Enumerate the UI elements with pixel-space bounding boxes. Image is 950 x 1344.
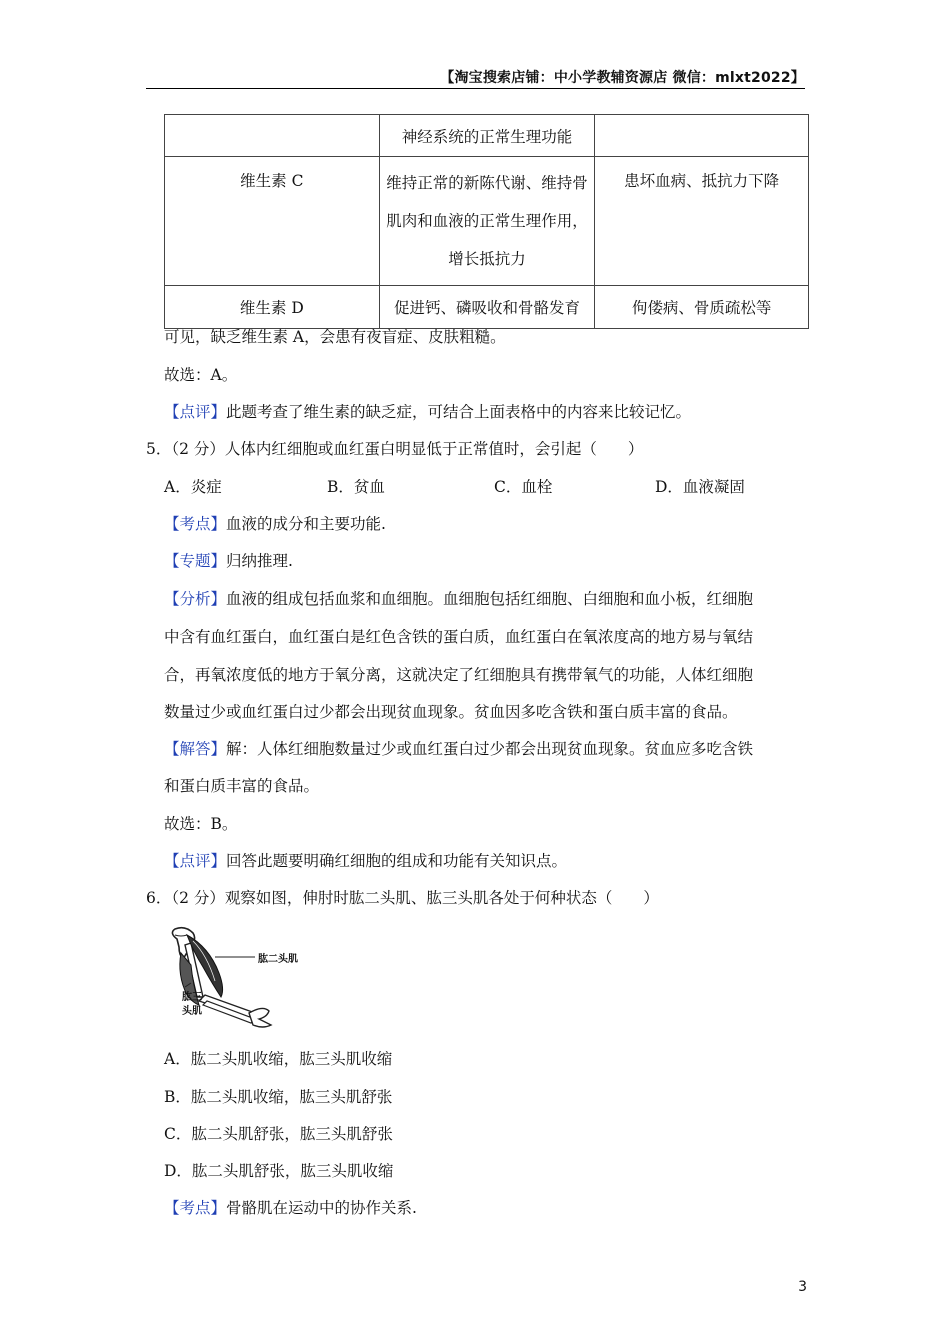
jieda-tag: 【解答】: [164, 740, 227, 758]
dianping-tag: 【点评】: [164, 852, 227, 870]
triceps-label-line2: 头肌: [182, 1006, 202, 1017]
vitamin-table: [164, 114, 809, 329]
vitamin-name: 维生素 C: [165, 157, 380, 286]
q4-conclusion: 可见，缺乏维生素 A，会患有夜盲症、皮肤粗糙。: [164, 328, 506, 346]
comment-tag: 【点评】: [164, 403, 227, 421]
table-cell: 神经系统的正常生理功能: [379, 115, 595, 157]
table-cell: [595, 115, 809, 157]
page-number: 3: [798, 1279, 807, 1295]
table-cell: [165, 115, 380, 157]
jieda-text: 解：人体红细胞数量过少或血红蛋白过少都会出现贫血现象。贫血应多吃含铁: [226, 740, 754, 758]
q5-zhuanti: [164, 551, 293, 571]
page-header: [146, 64, 805, 89]
q5-option-c: C．血栓: [494, 478, 553, 496]
q5-option-a: A．炎症: [164, 478, 222, 496]
q6-option-d: D．肱二头肌舒张，肱三头肌收缩: [164, 1162, 394, 1180]
kaodian-tag: 【考点】: [164, 1199, 227, 1217]
q6-kaodian: [164, 1198, 417, 1218]
zhuanti-tag: 【专题】: [164, 552, 227, 570]
q5-option-b: B．贫血: [327, 478, 385, 496]
q5-fenxi-line-3: 合，再氧浓度低的地方于氧分离，这就决定了红细胞具有携带氧气的功能，人体红细胞: [164, 666, 754, 684]
table-row: [165, 286, 809, 329]
vitamin-function: [379, 157, 595, 286]
triceps-label-line1: 肱三: [182, 992, 202, 1003]
vitamin-name: 维生素 D: [165, 286, 380, 329]
function-line: 维持正常的新陈代谢、维持骨: [386, 174, 588, 192]
function-line: 增长抵抗力: [448, 250, 526, 268]
vitamin-disease: 患坏血病、抵抗力下降: [595, 157, 809, 286]
q5-option-d: D．血液凝固: [655, 478, 745, 496]
kaodian-tag: 【考点】: [164, 515, 227, 533]
q6-option-a: A．肱二头肌收缩，肱三头肌收缩: [164, 1050, 393, 1068]
q5-jieda-line-2: 和蛋白质丰富的食品。: [164, 777, 320, 795]
q6-option-b: B．肱二头肌收缩，肱三头肌舒张: [164, 1088, 393, 1106]
vitamin-function: 促进钙、磷吸收和骨骼发育: [379, 286, 595, 329]
dianping-text: 回答此题要明确红细胞的组成和功能有关知识点。: [226, 852, 568, 870]
zhuanti-text: 归纳推理.: [226, 552, 293, 570]
q4-answer: 故选：A。: [164, 366, 238, 384]
biceps-label: 肱二头肌: [258, 954, 298, 965]
q5-dianping: [164, 851, 567, 871]
q5-jieda-line-1: [164, 739, 753, 759]
q5-fenxi-line-4: 数量过少或血红蛋白过少都会出现贫血现象。贫血因多吃含铁和蛋白质丰富的食品。: [164, 703, 738, 721]
q5-stem: 5．（2 分）人体内红细胞或血红蛋白明显低于正常值时，会引起（ ）: [146, 440, 644, 458]
comment-text: 此题考查了维生素的缺乏症，可结合上面表格中的内容来比较记忆。: [226, 403, 692, 421]
vitamin-disease: 佝偻病、骨质疏松等: [595, 286, 809, 329]
q5-fenxi-line-2: 中含有血红蛋白，血红蛋白是红色含铁的蛋白质，血红蛋白在氧浓度高的地方易与氧结: [164, 628, 754, 646]
header-text: 【淘宝搜索店铺：中小学教辅资源店 微信：mlxt2022】: [440, 70, 805, 86]
table-row: [165, 115, 809, 157]
q5-answer: 故选：B。: [164, 815, 238, 833]
fenxi-text: 血液的组成包括血浆和血细胞。血细胞包括红细胞、白细胞和血小板，红细胞: [226, 590, 754, 608]
fenxi-tag: 【分析】: [164, 590, 227, 608]
table-row: [165, 157, 809, 286]
q6-option-c: C．肱二头肌舒张，肱三头肌舒张: [164, 1125, 393, 1143]
function-line: 肌肉和血液的正常生理作用，: [386, 212, 588, 230]
q6-stem: 6．（2 分）观察如图，伸肘时肱二头肌、肱三头肌各处于何种状态（ ）: [146, 889, 659, 907]
q5-kaodian: [164, 514, 386, 534]
q5-fenxi-line-1: [164, 589, 753, 609]
kaodian-text: 骨骼肌在运动中的协作关系.: [226, 1199, 417, 1217]
kaodian-text: 血液的成分和主要功能.: [226, 515, 386, 533]
q4-comment: [164, 402, 691, 422]
arm-muscle-figure: [163, 925, 313, 1030]
